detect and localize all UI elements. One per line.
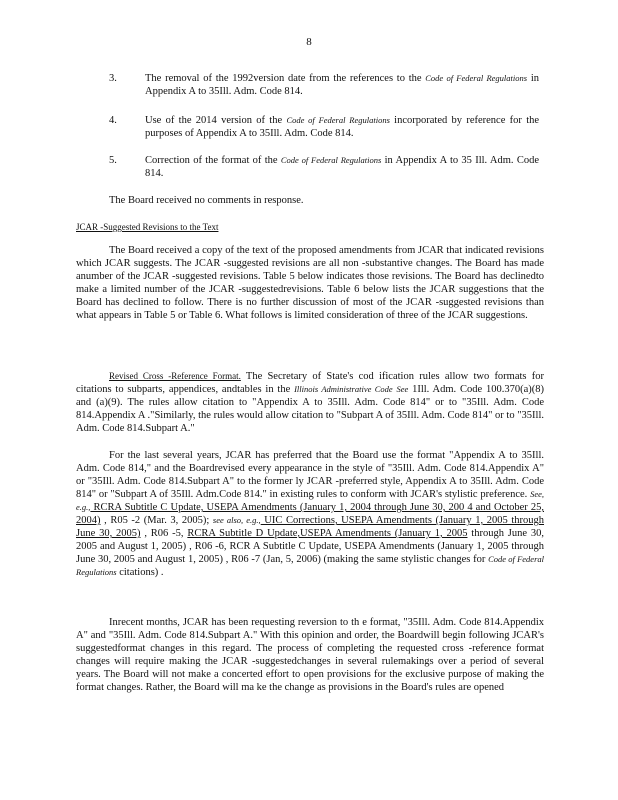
list-item <box>109 154 539 184</box>
list-item <box>109 114 539 144</box>
paragraph-jcar-suggestions: The Board received a copy of the text of the proposed amendments from JCAR that indicated revisions which JCAR suggests. The JCAR -suggested revisions are all non -substantive changes. The Board has made anumber of the JCAR -suggested revisions. Table 5 below indicates those revisions. The Board has declinedto make a limited number of the JCAR -suggestedrevisions. Table 6 below lists the JCAR suggestions that the Board has declined to follow. There is no further discussion of most of the JCAR -suggested revisions than what appears in Table 5 or Table 6. What follows is limited consideration of three of the JCAR suggestions. <box>76 245 544 321</box>
no-comments-text: The Board received no comments in response. <box>109 195 304 206</box>
list-item-number: 5. <box>109 155 117 166</box>
paragraph-reversion: Inrecent months, JCAR has been requesting reversion to th e format, "35Ill. Adm. Code 814.Appendix A" and "35Ill. Adm. Code 814.Subpart A." With this opinion and order, the Boardwill begin following JCAR's suggestedformat changes in this regard. The process of completing the requested cross -reference format changes will require making the JCAR -suggestedchanges in several rulemakings over a period of several years. The Board will not make a concerted effort to open provisions for the exclusive purpose of making the format changes. Rather, the Board will ma ke the change as provisions in the Board's rules are opened <box>76 617 544 693</box>
page-number: 8 <box>306 36 312 48</box>
list-item <box>109 72 539 102</box>
list-item-text: Correction of the format of the Code of Federal Regulations in Appendix A to 35 Ill. Adm. Code 814. <box>145 155 539 179</box>
list-item-number: 4. <box>109 115 117 126</box>
section-heading: JCAR -Suggested Revisions to the Text <box>76 222 219 232</box>
list-item-text: The removal of the 1992version date from the references to the Code of Federal Regulations in Appendix A to 35Ill. Adm. Code 814. <box>145 73 539 97</box>
list-item-text: Use of the 2014 version of the Code of Federal Regulations incorporated by reference for the purposes of Appendix A to 35Ill. Adm. Code 814. <box>145 115 540 139</box>
paragraph-cross-reference: Revised Cross -Reference Format. The Secretary of State's cod ification rules allow two formats for citations to subparts, appendices, andtables in the Illinois Administrative Code See 1Ill. Adm. Code 100.370(a)(8) and (a)(9). The rules allow citation to "Appendix A to 35Ill. Adm. Code 814" or to "35Ill. Adm. Code 814.Appendix A ."Similarly, the rules would allow citation to "Subpart A of 35Ill. Adm. Code 814" or to "35Ill. Adm. Code 814.Subpart A." <box>76 371 545 434</box>
paragraph-preferred-format: For the last several years, JCAR has preferred that the Board use the format "Appendix A to 35Ill. Adm. Code 814," and the Boardrevised every appearance in the style of "35Ill. Adm. Code 814.Appendix A" or "35Ill. Adm. Code 814.Subpart A" to the former ly JCAR -preferred style, Appendix A to 35Ill. Adm. Code 814" or "Subpart A of 35Ill. Adm.Code 814." in existing rules to conform with JCAR's stylistic preference. See, e.g., RCRA Subtitle C Update, USEPA Amendments (January 1, 2004 through June 30, 200 4 and October 25, 2004) , R05 -2 (Mar. 3, 2005); see also, e.g., UIC Corrections, USEPA Amendments (January 1, 2005 through June 30, 2005) , R06 -5, RCRA Subtitle D Update,USEPA Amendments (January 1, 2005 through June 30, 2005 and August 1, 2005) , R06 -6, RCR A Subtitle C Update, USEPA Amendments (January 1, 2005 through June 30, 2005 and August 1, 2005) , R06 -7 (Jan, 5, 2006) (making the same stylistic changes for Code of Federal Regulations citations) . <box>76 450 545 578</box>
list-item-number: 3. <box>109 73 117 84</box>
